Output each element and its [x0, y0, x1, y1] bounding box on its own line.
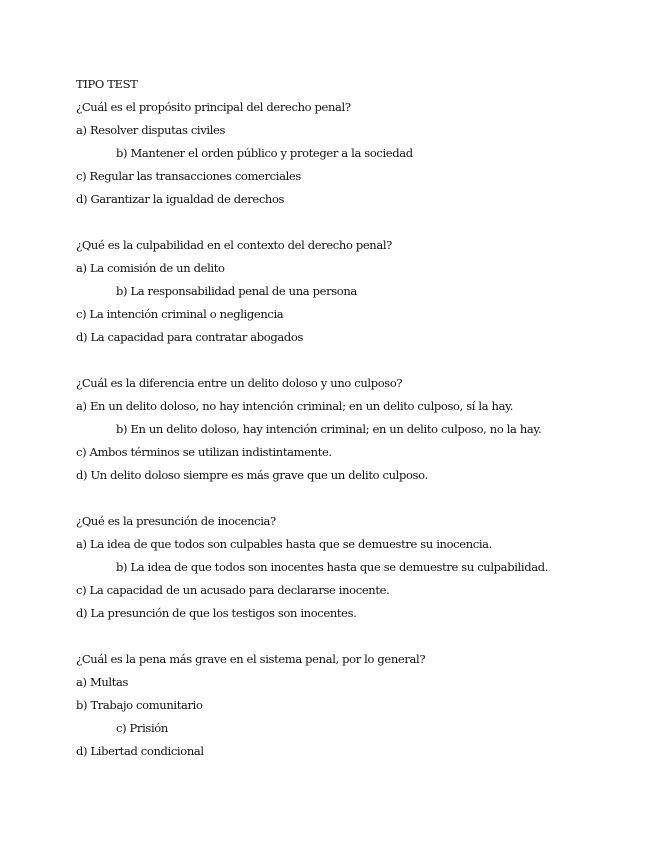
question-text: ¿Qué es la presunción de inocencia? — [76, 514, 276, 528]
spacer — [76, 214, 636, 237]
answer-option-a: a) En un delito doloso, no hay intención criminal; en un delito culposo, sí la hay. — [76, 399, 514, 413]
answer-option-d: d) Libertad condicional — [76, 744, 204, 758]
answer-option-d: d) Garantizar la igualdad de derechos — [76, 192, 285, 206]
question-text: ¿Cuál es la diferencia entre un delito doloso y uno culposo? — [76, 376, 403, 390]
document-title: TIPO TEST — [76, 77, 138, 91]
answer-option-b: b) La idea de que todos son inocentes hasta que se demuestre su culpabilidad. — [116, 560, 549, 574]
answer-option-d: d) Un delito doloso siempre es más grave que un delito culposo. — [76, 468, 428, 482]
answer-option-a: a) La idea de que todos son culpables hasta que se demuestre su inocencia. — [76, 537, 492, 551]
question-text: ¿Qué es la culpabilidad en el contexto del derecho penal? — [76, 238, 392, 252]
answer-option-c: c) Regular las transacciones comerciales — [76, 169, 301, 183]
spacer — [76, 352, 636, 375]
question-text: ¿Cuál es el propósito principal del derecho penal? — [76, 100, 351, 114]
answer-option-a: a) Multas — [76, 675, 129, 689]
question-text: ¿Cuál es la pena más grave en el sistema penal, por lo general? — [76, 652, 426, 666]
question-block-1 — [76, 99, 636, 214]
answer-option-c: c) La capacidad de un acusado para declararse inocente. — [76, 583, 390, 597]
answer-option-d: d) La presunción de que los testigos son inocentes. — [76, 606, 357, 620]
answer-option-c: c) Prisión — [116, 721, 168, 735]
answer-option-b: b) Mantener el orden público y proteger a la sociedad — [116, 146, 413, 160]
question-block-2 — [76, 237, 636, 352]
spacer — [76, 490, 636, 513]
answer-option-c: c) La intención criminal o negligencia — [76, 307, 284, 321]
question-block-3 — [76, 375, 636, 490]
answer-option-a: a) Resolver disputas civiles — [76, 123, 226, 137]
answer-option-b: b) Trabajo comunitario — [76, 698, 203, 712]
document-page — [76, 76, 636, 766]
question-block-5 — [76, 651, 636, 766]
answer-option-a: a) La comisión de un delito — [76, 261, 225, 275]
answer-option-b: b) La responsabilidad penal de una persona — [116, 284, 357, 298]
spacer — [76, 628, 636, 651]
answer-option-d: d) La capacidad para contratar abogados — [76, 330, 304, 344]
answer-option-b: b) En un delito doloso, hay intención criminal; en un delito culposo, no la hay. — [116, 422, 542, 436]
answer-option-c: c) Ambos términos se utilizan indistintamente. — [76, 445, 332, 459]
question-block-4 — [76, 513, 636, 628]
